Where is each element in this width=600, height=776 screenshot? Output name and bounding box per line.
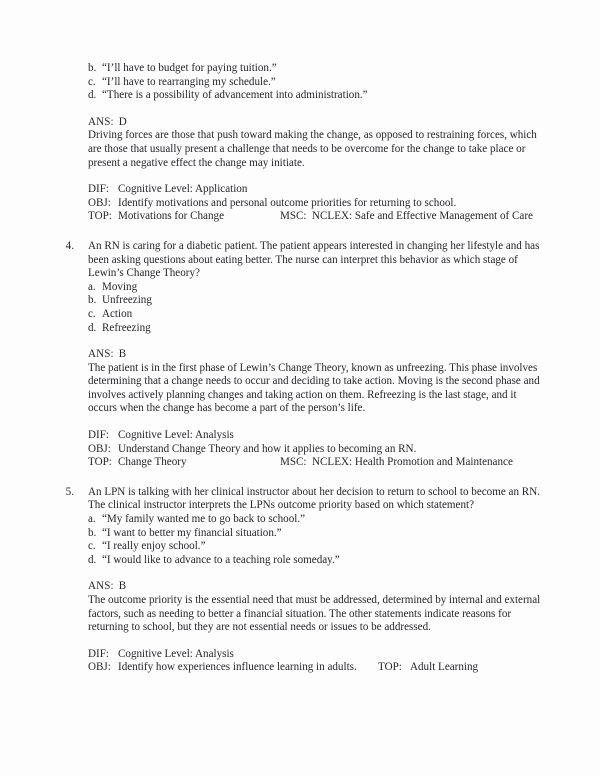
answer-value: B [118, 580, 127, 593]
metadata-value-obj: Identify motivations and personal outcome priorities for returning to school. [118, 196, 457, 209]
metadata-value-top: Change Theory [118, 456, 187, 469]
answer-value: D [118, 115, 127, 128]
option-item [88, 76, 548, 90]
option-item [88, 62, 548, 76]
question-item [52, 486, 548, 513]
metadata-key-top: TOP: [88, 210, 112, 223]
carryover-options-list [52, 62, 548, 103]
metadata-key-obj: OBJ: [88, 661, 111, 674]
metadata-row-obj [88, 197, 548, 211]
option-text: Action [102, 307, 133, 320]
option-item [88, 281, 548, 295]
metadata-block [88, 183, 548, 224]
metadata-key-obj: OBJ: [88, 442, 111, 455]
option-text: Moving [102, 280, 138, 293]
rationale-text: The patient is in the first phase of Lewin’s Change Theory, known as unfreezing. This phase involves determining that a change needs to occur and deciding to take action. Moving is the second phase and involves actively planning changes and taking action on them. Refreezing is the last stage, and it occurs when the change has become a part of the person’s life. [88, 361, 540, 415]
metadata-key-top: TOP: [378, 661, 402, 674]
option-letter: c. [88, 75, 96, 88]
option-letter: b. [88, 526, 97, 539]
metadata-row-obj [88, 443, 548, 457]
option-letter: d. [88, 89, 97, 102]
metadata-row-obj-top [88, 661, 548, 675]
metadata-value-msc: NCLEX: Health Promotion and Maintenance [312, 456, 513, 469]
metadata-key-msc: MSC: [280, 456, 307, 469]
options-list [52, 513, 548, 567]
metadata-row-dif [88, 183, 548, 197]
option-text: “I want to better my financial situation.” [102, 526, 282, 539]
metadata-row-top-msc [88, 456, 548, 470]
metadata-key-dif: DIF: [88, 183, 109, 196]
question-number: 5. [65, 485, 74, 498]
option-text: “I would like to advance to a teaching role someday.” [102, 553, 340, 566]
page-content [52, 62, 548, 675]
option-text: “I really enjoy school.” [102, 540, 206, 553]
option-text: Unfreezing [102, 294, 152, 307]
metadata-value-msc: NCLEX: Safe and Effective Management of Care [312, 210, 533, 223]
metadata-value-dif: Cognitive Level: Analysis [118, 429, 234, 442]
option-text: “My family wanted me to go back to school.” [102, 513, 306, 526]
metadata-key-dif: DIF: [88, 647, 109, 660]
option-letter: a. [88, 280, 96, 293]
option-item [88, 513, 548, 527]
option-item [88, 294, 548, 308]
metadata-value-top: Motivations for Change [118, 210, 224, 223]
metadata-key-dif: DIF: [88, 429, 109, 442]
answer-label: ANS: [88, 115, 114, 128]
option-letter: b. [88, 62, 97, 74]
option-item [88, 527, 548, 541]
metadata-row-dif [88, 648, 548, 662]
option-letter: c. [88, 540, 96, 553]
metadata-row-dif [88, 429, 548, 443]
metadata-key-obj: OBJ: [88, 196, 111, 209]
option-letter: d. [88, 553, 97, 566]
metadata-value-dif: Cognitive Level: Application [118, 183, 248, 196]
rationale-text: Driving forces are those that push toward making the change, as opposed to restraining forces, which are those that usually present a challenge that needs to be overcome for the change to take place or present a negative effect the change may initiate. [88, 129, 537, 169]
option-item [88, 322, 548, 336]
option-text: “I’ll have to rearranging my schedule.” [102, 75, 276, 88]
option-letter: b. [88, 294, 97, 307]
answer-line [88, 116, 548, 130]
answer-label: ANS: [88, 348, 114, 361]
answer-line [88, 348, 548, 362]
option-item [88, 89, 548, 103]
metadata-row-top-msc [88, 210, 548, 224]
metadata-key-msc: MSC: [280, 210, 307, 223]
option-text: “There is a possibility of advancement into administration.” [102, 89, 368, 102]
metadata-value-obj: Identify how experiences influence learning in adults. [118, 661, 357, 674]
metadata-value-top: Adult Learning [410, 661, 479, 674]
rationale-text: The outcome priority is the essential need that must be addressed, determined by internal and external factors, such as needing to better a financial situation. The other statements indicate reasons for returning to school, but they are not essential needs or issues to be addressed. [88, 594, 541, 634]
question-item [52, 240, 548, 281]
option-item [88, 540, 548, 554]
option-text: Refreezing [102, 321, 151, 334]
metadata-value-dif: Cognitive Level: Analysis [118, 647, 234, 660]
option-text: “I’ll have to budget for paying tuition.” [102, 62, 277, 74]
options-list [52, 281, 548, 335]
question-stem: An RN is caring for a diabetic patient. The patient appears interested in changing her lifestyle and has been asking questions about eating better. The nurse can interpret this behavior as which stage of Lewin’s Change Theory? [88, 239, 540, 280]
option-letter: c. [88, 307, 96, 320]
question-number: 4. [65, 239, 74, 252]
question-stem: An LPN is talking with her clinical instructor about her decision to return to school to become an RN. The clinical instructor interprets the LPNs outcome priority based on which statement? [88, 485, 540, 512]
option-item [88, 308, 548, 322]
answer-line [88, 580, 548, 594]
metadata-block [88, 429, 548, 470]
metadata-block [88, 648, 548, 675]
metadata-key-top: TOP: [88, 456, 112, 469]
option-item [88, 554, 548, 568]
option-letter: a. [88, 513, 96, 526]
answer-label: ANS: [88, 580, 114, 593]
option-letter: d. [88, 321, 97, 334]
metadata-value-obj: Understand Change Theory and how it applies to becoming an RN. [118, 442, 417, 455]
answer-value: B [118, 348, 127, 361]
